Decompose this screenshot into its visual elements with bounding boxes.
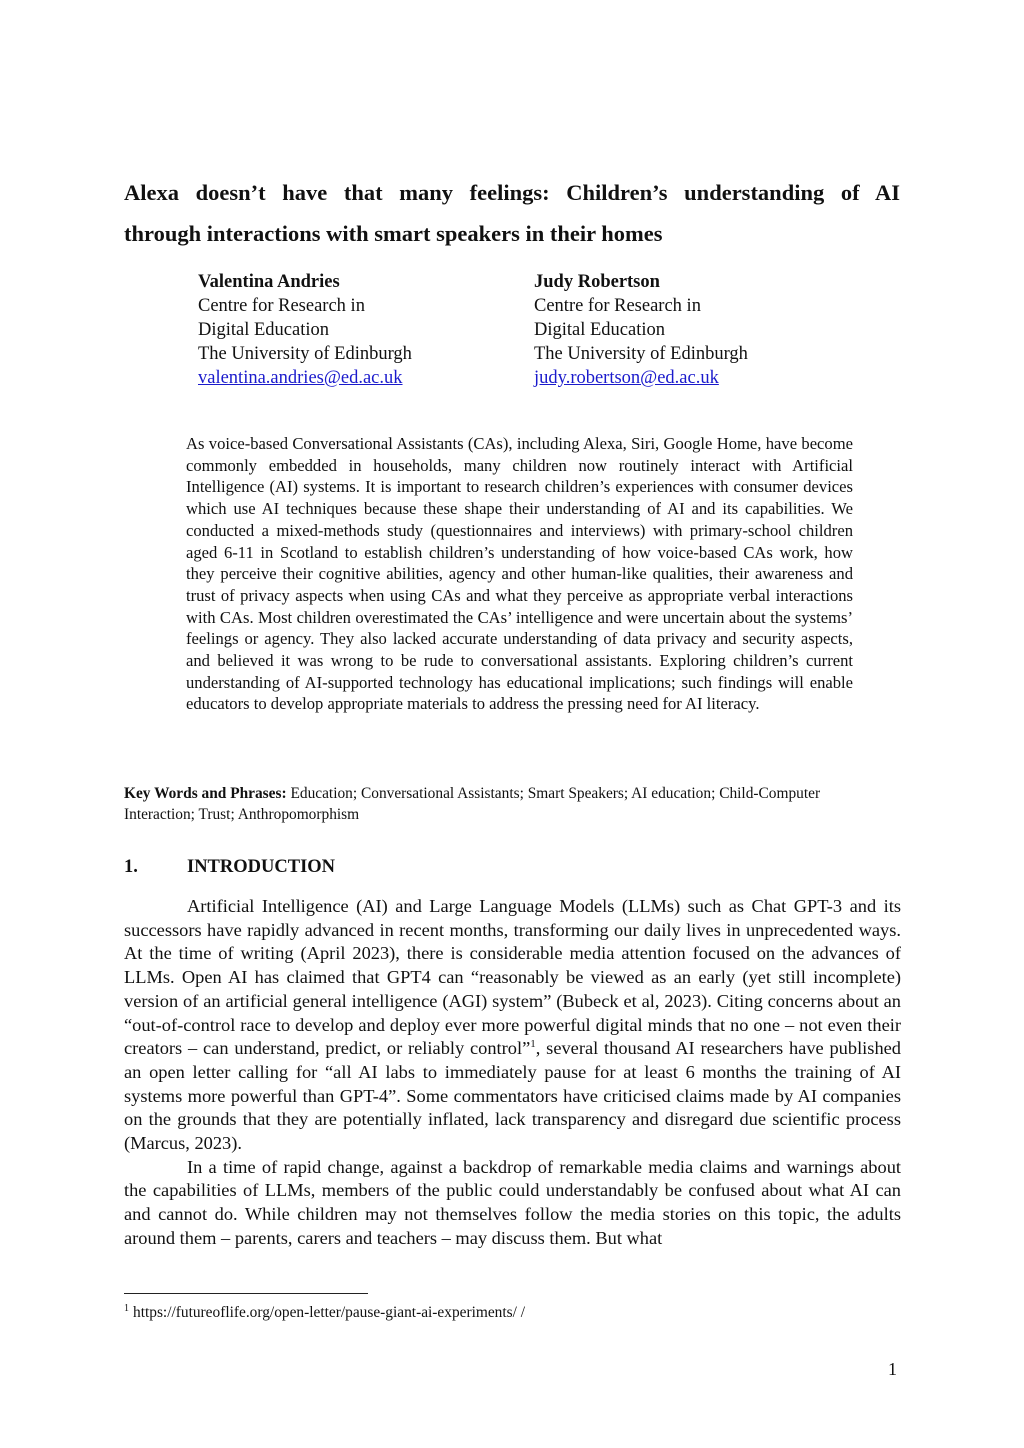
author-affiliation-line: Centre for Research in [198,296,365,316]
paragraph [124,895,901,1156]
author-name: Judy Robertson [534,272,660,292]
footnote-marker: 1 [124,1303,129,1314]
author-block-1 [198,270,412,390]
author-affiliation-line: Digital Education [198,320,330,340]
author-name: Valentina Andries [198,272,340,292]
introduction-body [124,895,901,1251]
author-affiliation-line: The University of Edinburgh [534,344,748,364]
author-email-link[interactable]: valentina.andries@ed.ac.uk [198,368,403,388]
title-line-1: Alexa doesn’t have that many feelings: Children’s understanding of AI [124,180,900,205]
title-line-2: through interactions with smart speakers in their homes [124,221,663,246]
keywords-label: Key Words and Phrases: [124,785,287,802]
paragraph: In a time of rapid change, against a backdrop of remarkable media claims and warnings about the capabilities of LLMs, members of the public could understandably be confused about what AI can and cannot do. While children may not themselves follow the media stories on this topic, the adults around them – parents, carers and teachers – may discuss them. But what [124,1156,901,1248]
author-affiliation-line: The University of Edinburgh [198,344,412,364]
author-block-2 [534,270,748,390]
footnote-reference[interactable]: 1 [530,1038,536,1051]
footnote-url: https://futureoflife.org/open-letter/pause-giant-ai-experiments/ / [133,1304,526,1321]
section-heading-introduction [124,855,335,879]
author-affiliation-line: Centre for Research in [534,296,701,316]
paragraph-text: , several thousand AI researchers have published an open letter calling for “all AI labs to immediately pause for at least 6 months the training of AI systems more powerful than GPT-4”. Some commentators have criticised claims made by AI companies on the grounds that they are potentially inflated, lack transparency and disregard due scientific process (Marcus, 2023). [124,1038,901,1154]
footnote-divider [124,1293,368,1294]
abstract: As voice-based Conversational Assistants (CAs), including Alexa, Siri, Google Home, have become commonly embedded in households, many children now routinely interact with Artificial Intelligence (AI) systems. It is important to research children’s experiences with consumer devices which use AI techniques because these shape their understanding of AI and its capabilities. We conducted a mixed-methods study (questionnaires and interviews) with primary-school children aged 6-11 in Scotland to establish children’s understanding of how voice-based CAs work, how they perceive their cognitive abilities, agency and other human-like qualities, their awareness and trust of privacy aspects when using CAs and what they perceive as appropriate verbal interactions with CAs. Most children overestimated the CAs’ intelligence and were uncertain about the systems’ feelings or agency. They also lacked accurate understanding of data privacy and security aspects, and believed it was wrong to be rude to conversational assistants. Exploring children’s current understanding of AI-supported technology has educational implications; such findings will enable educators to develop appropriate materials to address the pressing need for AI literacy. [186,434,853,714]
author-affiliation-line: Digital Education [534,320,666,340]
footnote [124,1303,525,1323]
paragraph-text: Artificial Intelligence (AI) and Large Language Models (LLMs) such as Chat GPT-3 and its successors have rapidly advanced in recent months, transforming our daily lives in unprecedented ways. At the time of writing (April 2023), there is considerable media attention focused on the advances of LLMs. Open AI has claimed that GPT4 can “reasonably be viewed as an early (yet still incomplete) version of an artificial general intelligence (AGI) system” (Bubeck et al, 2023). Citing concerns about an “out-of-control race to develop and deploy ever more powerful digital minds that no one – not even their creators – can understand, predict, or reliably control” [124,896,901,1059]
section-number: 1. [124,857,138,877]
section-title: INTRODUCTION [187,857,336,877]
paper-title [124,172,900,254]
keywords [124,784,844,825]
keywords-list: Education; Conversational Assistants; Smart Speakers; AI education; Child-Computer Interaction; Trust; Anthropomorphism [124,785,821,823]
page-number: 1 [888,1359,897,1379]
author-email-link[interactable]: judy.robertson@ed.ac.uk [534,368,719,388]
